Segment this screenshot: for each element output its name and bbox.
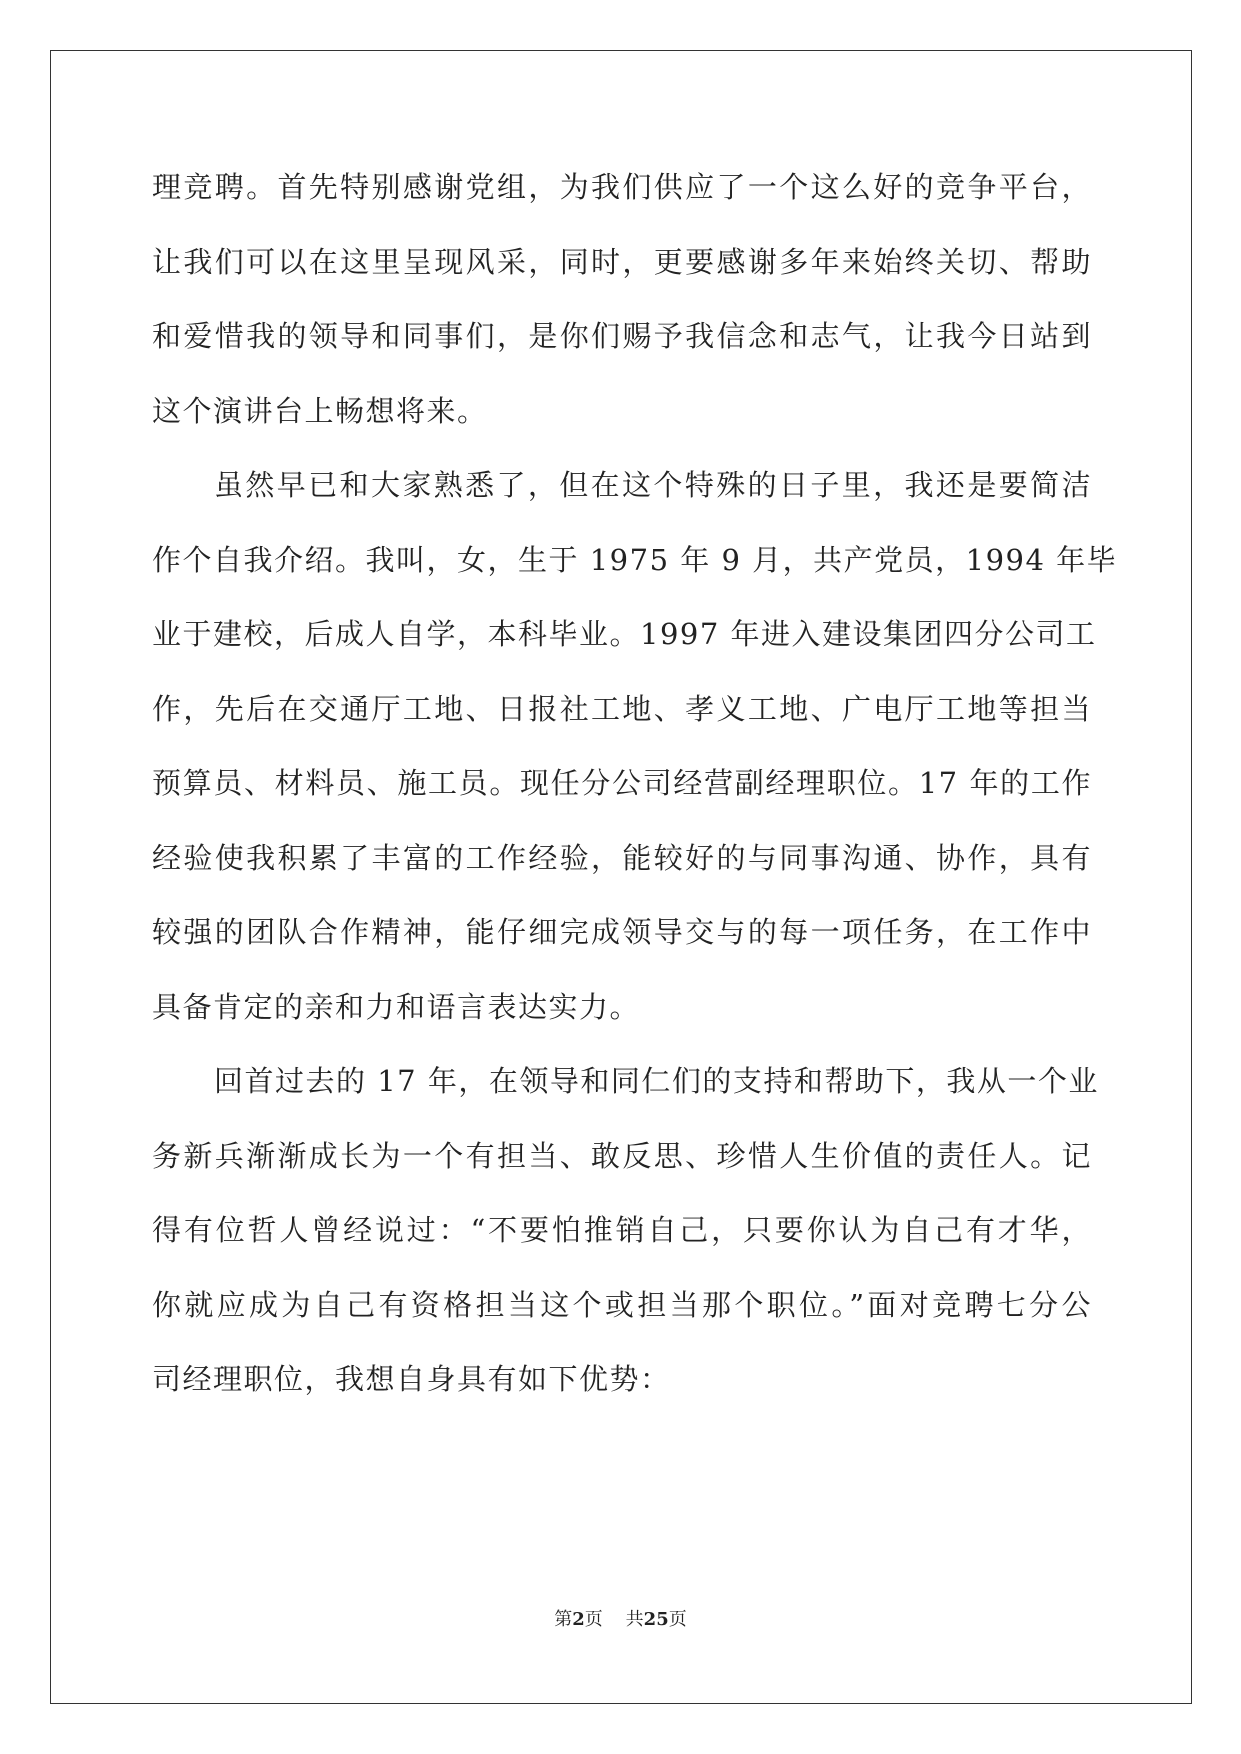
- paragraph-1-line-3: 和爱惜我的领导和同事们，是你们赐予我信念和志气，让我今日站到: [152, 319, 1092, 353]
- page-prefix: 第: [554, 1609, 573, 1630]
- paragraph-2-line-5: 预算员、材料员、施工员。现任分公司经营副经理职位。17 年的工作: [152, 766, 1092, 800]
- total-suffix: 页: [668, 1609, 687, 1630]
- page-number: 2: [572, 1609, 585, 1630]
- paragraph-3-line-4: 你就应成为自己有资格担当这个或担当那个职位。”面对竞聘七分公: [152, 1287, 1092, 1322]
- paragraph-3-line-3: 得有位哲人曾经说过：“不要怕推销自己，只要你认为自己有才华，: [152, 1213, 1092, 1247]
- paragraph-1-line-4: 这个演讲台上畅想将来。: [152, 393, 488, 428]
- paragraph-2-line-7: 较强的团队合作精神，能仔细完成领导交与的每一项任务，在工作中: [152, 915, 1092, 949]
- paragraph-3-line-1: 回首过去的 17 年，在领导和同仁们的支持和帮助下，我从一个业: [214, 1064, 1099, 1098]
- paragraph-2-line-3: 业于建校，后成人自学，本科毕业。1997 年进入建设集团四分公司工: [152, 617, 1097, 651]
- paragraph-2-line-1: 虽然早已和大家熟悉了，但在这个特殊的日子里，我还是要简洁: [214, 468, 1092, 502]
- paragraph-1-line-2: 让我们可以在这里呈现风采，同时，更要感谢多年来始终关切、帮助: [152, 244, 1092, 279]
- page-suffix: 页: [584, 1609, 603, 1630]
- paragraph-3-line-2: 务新兵渐渐成长为一个有担当、敢反思、珍惜人生价值的责任人。记: [152, 1138, 1092, 1173]
- total-pages: 25: [643, 1609, 669, 1630]
- paragraph-2-line-4: 作，先后在交通厅工地、日报社工地、孝义工地、广电厅工地等担当: [152, 691, 1092, 726]
- paragraph-2-line-6: 经验使我积累了丰富的工作经验，能较好的与同事沟通、协作，具有: [152, 840, 1092, 875]
- page-footer: [0, 1605, 1241, 1631]
- document-body: [152, 158, 1118, 1425]
- paragraph-2-line-8: 具备肯定的亲和力和语言表达实力。: [152, 989, 641, 1024]
- paragraph-1-line-1: 理竞聘。首先特别感谢党组，为我们供应了一个这么好的竞争平台，: [152, 170, 1092, 204]
- paragraph-3-line-5: 司经理职位，我想自身具有如下优势：: [152, 1362, 671, 1396]
- paragraph-2-line-2: 作个自我介绍。我叫，女，生于 1975 年 9 月，共产党员，1994 年毕: [152, 542, 1118, 577]
- total-prefix: 共: [625, 1609, 644, 1630]
